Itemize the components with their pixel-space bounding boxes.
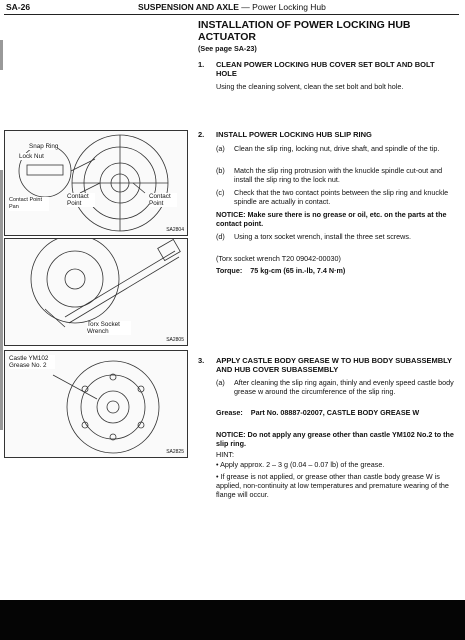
margin-mark	[0, 170, 3, 430]
step-2-notice: NOTICE: Make sure there is no grease or oil, etc. on the parts at the contact point.	[216, 210, 447, 228]
figure-code: SA2825	[166, 449, 184, 455]
header-section-name: SUSPENSION AND AXLE	[138, 2, 239, 12]
figure-code: SA2805	[166, 337, 184, 343]
label-contact-point-small: Contact Point Pan	[9, 197, 49, 211]
label-snap-ring: Snap Ring	[29, 143, 59, 150]
step-heading: APPLY CASTLE BODY GREASE W TO HUB BODY SUBASSEMBLY AND HUB COVER SUBASSEMBLY	[216, 356, 452, 374]
margin-mark	[0, 40, 3, 70]
header-subsection: Power Locking Hub	[252, 2, 326, 12]
page-number: SA-26	[6, 2, 31, 12]
header-dash: —	[241, 2, 250, 12]
step-3-bullet-1: • Apply approx. 2 – 3 g (0.04 – 0.07 lb) of the grease.	[216, 460, 385, 469]
figure-code: SA2804	[166, 227, 184, 233]
label-lock-nut: Lock Nut	[19, 153, 44, 160]
see-page-reference: (See page SA-23)	[198, 44, 257, 53]
step-number: 1.	[198, 60, 205, 69]
step-3-grease	[216, 408, 456, 417]
step-number: 2.	[198, 130, 205, 139]
page-header	[0, 0, 465, 16]
label-contact-point-b: Contact Point	[149, 193, 177, 207]
scan-edge	[0, 600, 465, 640]
grease-label: Grease:	[216, 408, 243, 417]
figure-slip-ring-contact	[4, 130, 188, 236]
section-title: INSTALLATION OF POWER LOCKING HUB ACTUATOR	[198, 19, 411, 43]
header-rule	[4, 14, 459, 15]
label-castle-grease: Castle YM102 Grease No. 2	[9, 355, 55, 369]
label-torx-socket-wrench: Torx Socket Wrench	[87, 321, 131, 335]
figure-castle-grease	[4, 350, 188, 458]
header-section	[138, 2, 326, 12]
step-2-torque	[216, 266, 456, 275]
step-3-hint: HINT:	[216, 450, 234, 459]
step-1-text: Using the cleaning solvent, clean the set bolt and bolt hole.	[216, 82, 404, 91]
step-2-tool: (Torx socket wrench T20 09042-00030)	[216, 254, 341, 263]
grease-value: Part No. 08887-02007, CASTLE BODY GREASE W	[250, 408, 420, 417]
step-3-notice: NOTICE: Do not apply any grease other than castle YM102 No.2 to the slip ring.	[216, 430, 454, 448]
torque-label: Torque:	[216, 266, 243, 275]
label-contact-point-a: Contact Point	[67, 193, 95, 207]
step-heading: CLEAN POWER LOCKING HUB COVER SET BOLT AND BOLT HOLE	[216, 60, 435, 78]
figure-torx-wrench	[4, 238, 188, 346]
step-heading: INSTALL POWER LOCKING HUB SLIP RING	[216, 130, 372, 139]
step-3-bullet-2: • If grease is not applied, or grease other than castle body grease W is applied, non-continuity at low temperatures and premature wearing of the flange will occur.	[216, 472, 449, 499]
torque-value: 75 kg-cm (65 in.-lb, 7.4 N·m)	[250, 266, 346, 275]
step-number: 3.	[198, 356, 205, 365]
